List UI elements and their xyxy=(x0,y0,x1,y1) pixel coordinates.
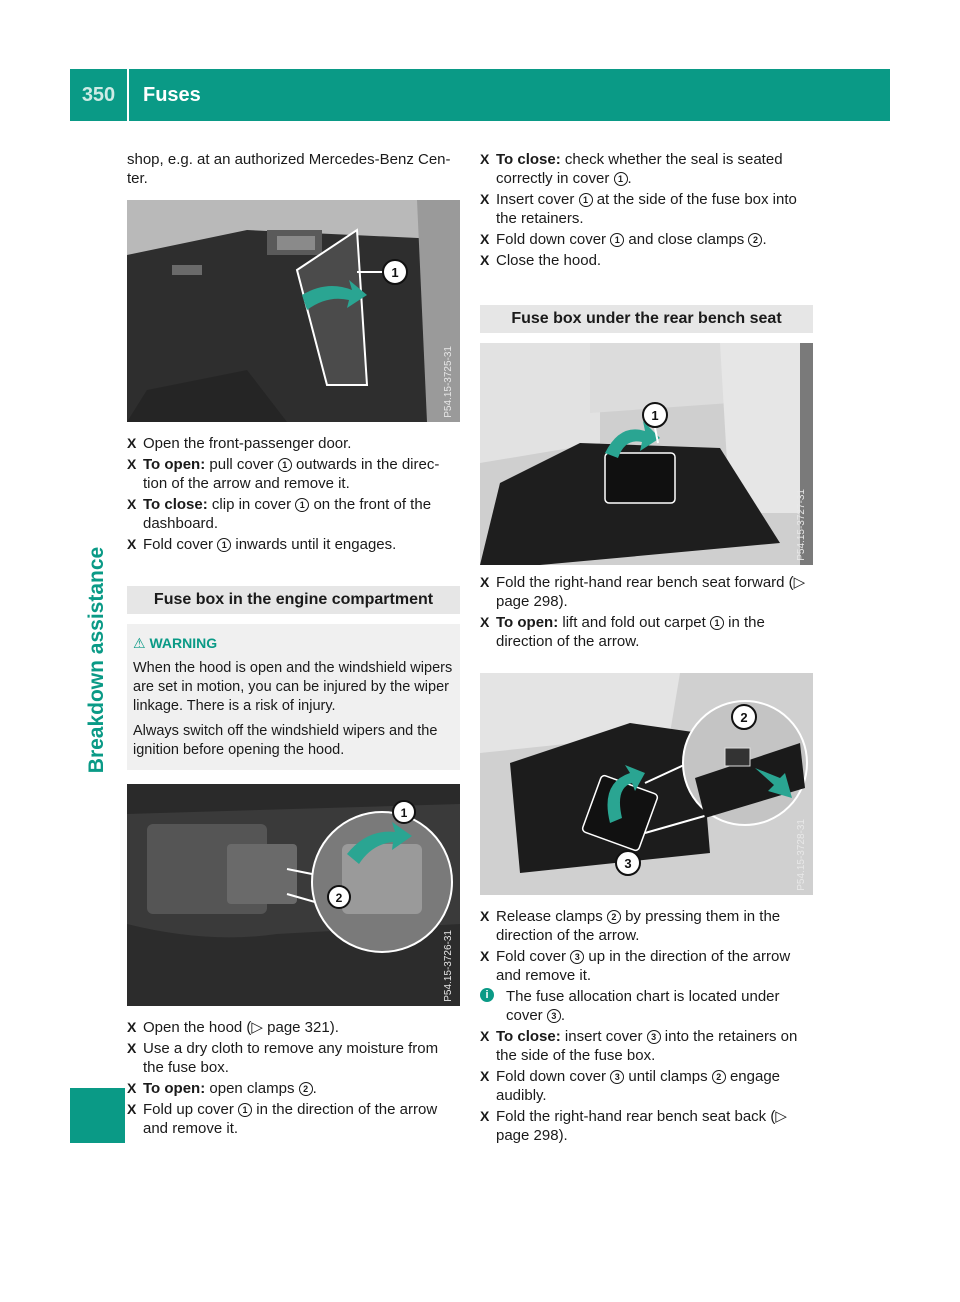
section-heading: Fuse box under the rear bench seat xyxy=(480,305,813,333)
svg-text:3: 3 xyxy=(624,856,632,871)
page-number: 350 xyxy=(81,83,116,106)
step-marker: X xyxy=(127,1040,137,1056)
figure-code: P54.15-3725-31 xyxy=(443,346,454,418)
callout-number: 1 xyxy=(238,1103,252,1117)
step-marker: X xyxy=(127,1101,137,1117)
callout-number: 3 xyxy=(570,950,584,964)
step-marker: X xyxy=(127,1019,137,1035)
warning-text: Always switch off the windshield wipers and the ignition before opening the hood. xyxy=(133,723,438,758)
callout-number: 3 xyxy=(547,1009,561,1023)
figure-illustration xyxy=(127,784,460,1006)
callout-number: 2 xyxy=(607,910,621,924)
instruction-step: X To open: open clamps 2 . xyxy=(127,1080,317,1097)
figure-code: P54.15-3726-31 xyxy=(443,930,454,1002)
step-marker: X xyxy=(127,435,137,451)
step-marker: X xyxy=(480,614,490,630)
figure-illustration xyxy=(480,673,813,895)
page-header xyxy=(70,69,890,121)
instruction-step: X Fold cover 3 up in the direction of the arrow and remove it. xyxy=(480,948,791,984)
callout-number: 2 xyxy=(712,1070,726,1084)
right-column xyxy=(480,150,813,1147)
page-ref-icon: ▷ xyxy=(775,1108,787,1125)
step-marker: X xyxy=(480,574,490,590)
page-ref-icon: ▷ xyxy=(793,574,806,591)
instruction-step: X Fold the right-hand rear bench seat forward (▷ page 298). xyxy=(480,574,806,610)
figure-code: P54.15-3728-31 xyxy=(796,819,807,891)
instruction-step: X Use a dry cloth to remove any moisture from the fuse box. xyxy=(127,1040,439,1076)
step-marker: X xyxy=(127,536,137,552)
callout-number: 1 xyxy=(710,616,724,630)
figure-illustration xyxy=(480,343,813,565)
chapter-title: Fuses xyxy=(143,83,201,106)
svg-text:2: 2 xyxy=(335,891,343,905)
side-section-label: Breakdown assistance xyxy=(85,546,108,774)
warning-text: When the hood is open and the windshield wipers are set in motion, you can be injured by the wiper linkage. There is a risk of injury. xyxy=(133,660,453,714)
instruction-step: X Fold cover 1 inwards until it engages. xyxy=(127,536,397,553)
figure-glove-box-cover xyxy=(127,200,460,422)
callout-number: 2 xyxy=(748,233,762,247)
step-marker: X xyxy=(127,496,137,512)
callout-number: 1 xyxy=(278,458,292,472)
svg-text:1: 1 xyxy=(651,408,659,423)
callout-number: 2 xyxy=(299,1082,313,1096)
instruction-step: X Fold down cover 3 until clamps 2 engage audibly. xyxy=(480,1068,781,1104)
figure-engine-fuse-box xyxy=(127,784,460,1006)
step-marker: X xyxy=(480,1028,490,1044)
instruction-step: X To open: pull cover 1 outwards in the direc-tion of the arrow and remove it. xyxy=(127,456,440,492)
step-marker: X xyxy=(480,191,490,207)
instruction-step: X Fold the right-hand rear bench seat back (▷ page 298). xyxy=(480,1108,787,1144)
instruction-step: X To close: check whether the seal is seated correctly in cover 1 . xyxy=(480,151,783,187)
instruction-step: X Release clamps 2 by pressing them in the direction of the arrow. xyxy=(480,908,781,944)
step-marker: X xyxy=(127,456,137,472)
instruction-step: X Open the front-passenger door. xyxy=(127,435,352,452)
svg-text:1: 1 xyxy=(400,806,408,820)
callout-number: 1 xyxy=(579,193,593,207)
left-column xyxy=(127,150,460,1140)
instruction-step: X Fold down cover 1 and close clamps 2 . xyxy=(480,231,767,248)
callout-number: 1 xyxy=(614,172,628,186)
svg-text:2: 2 xyxy=(740,710,748,725)
side-tab-marker xyxy=(70,1088,125,1143)
info-note: i The fuse allocation chart is located under cover 3 . xyxy=(480,987,813,1025)
instruction-step: X Insert cover 1 at the side of the fuse box into the retainers. xyxy=(480,191,797,227)
step-marker: X xyxy=(480,948,490,964)
instruction-step: X To open: lift and fold out carpet 1 in the direction of the arrow. xyxy=(480,614,765,650)
callout-number: 1 xyxy=(217,538,231,552)
callout-number: 3 xyxy=(610,1070,624,1084)
warning-box xyxy=(127,624,460,770)
warning-title: ⚠ WARNING xyxy=(133,635,218,651)
instruction-step: X Open the hood (▷ page 321). xyxy=(127,1019,339,1036)
step-marker: X xyxy=(480,252,490,268)
section-heading: Fuse box in the engine compartment xyxy=(127,586,460,614)
warning-icon: ⚠ xyxy=(133,635,146,651)
callout-number: 1 xyxy=(295,498,309,512)
callout-number: 3 xyxy=(647,1030,661,1044)
intro-text: shop, e.g. at an authorized Mercedes-Benz Cen-ter. xyxy=(127,151,451,187)
instruction-step: X Close the hood. xyxy=(480,252,602,269)
step-marker: X xyxy=(480,151,490,167)
step-marker: X xyxy=(480,1068,490,1084)
figure-rear-fuse-box-cover xyxy=(480,673,813,895)
figure-rear-bench-carpet xyxy=(480,343,813,565)
instruction-step: X To close: insert cover 3 into the retainers on the side of the fuse box. xyxy=(480,1028,798,1064)
instruction-step: X To close: clip in cover 1 on the front of the dashboard. xyxy=(127,496,432,532)
figure-illustration xyxy=(127,200,460,422)
step-marker: X xyxy=(480,908,490,924)
page-ref-icon: ▷ xyxy=(251,1019,263,1036)
step-marker: X xyxy=(127,1080,137,1096)
step-marker: X xyxy=(480,1108,490,1124)
svg-text:1: 1 xyxy=(391,265,399,280)
instruction-step: X Fold up cover 1 in the direction of the arrow and remove it. xyxy=(127,1101,438,1137)
callout-number: 1 xyxy=(610,233,624,247)
figure-code: P54.15-3727-31 xyxy=(796,489,807,561)
step-marker: X xyxy=(480,231,490,247)
info-icon: i xyxy=(480,988,494,1002)
